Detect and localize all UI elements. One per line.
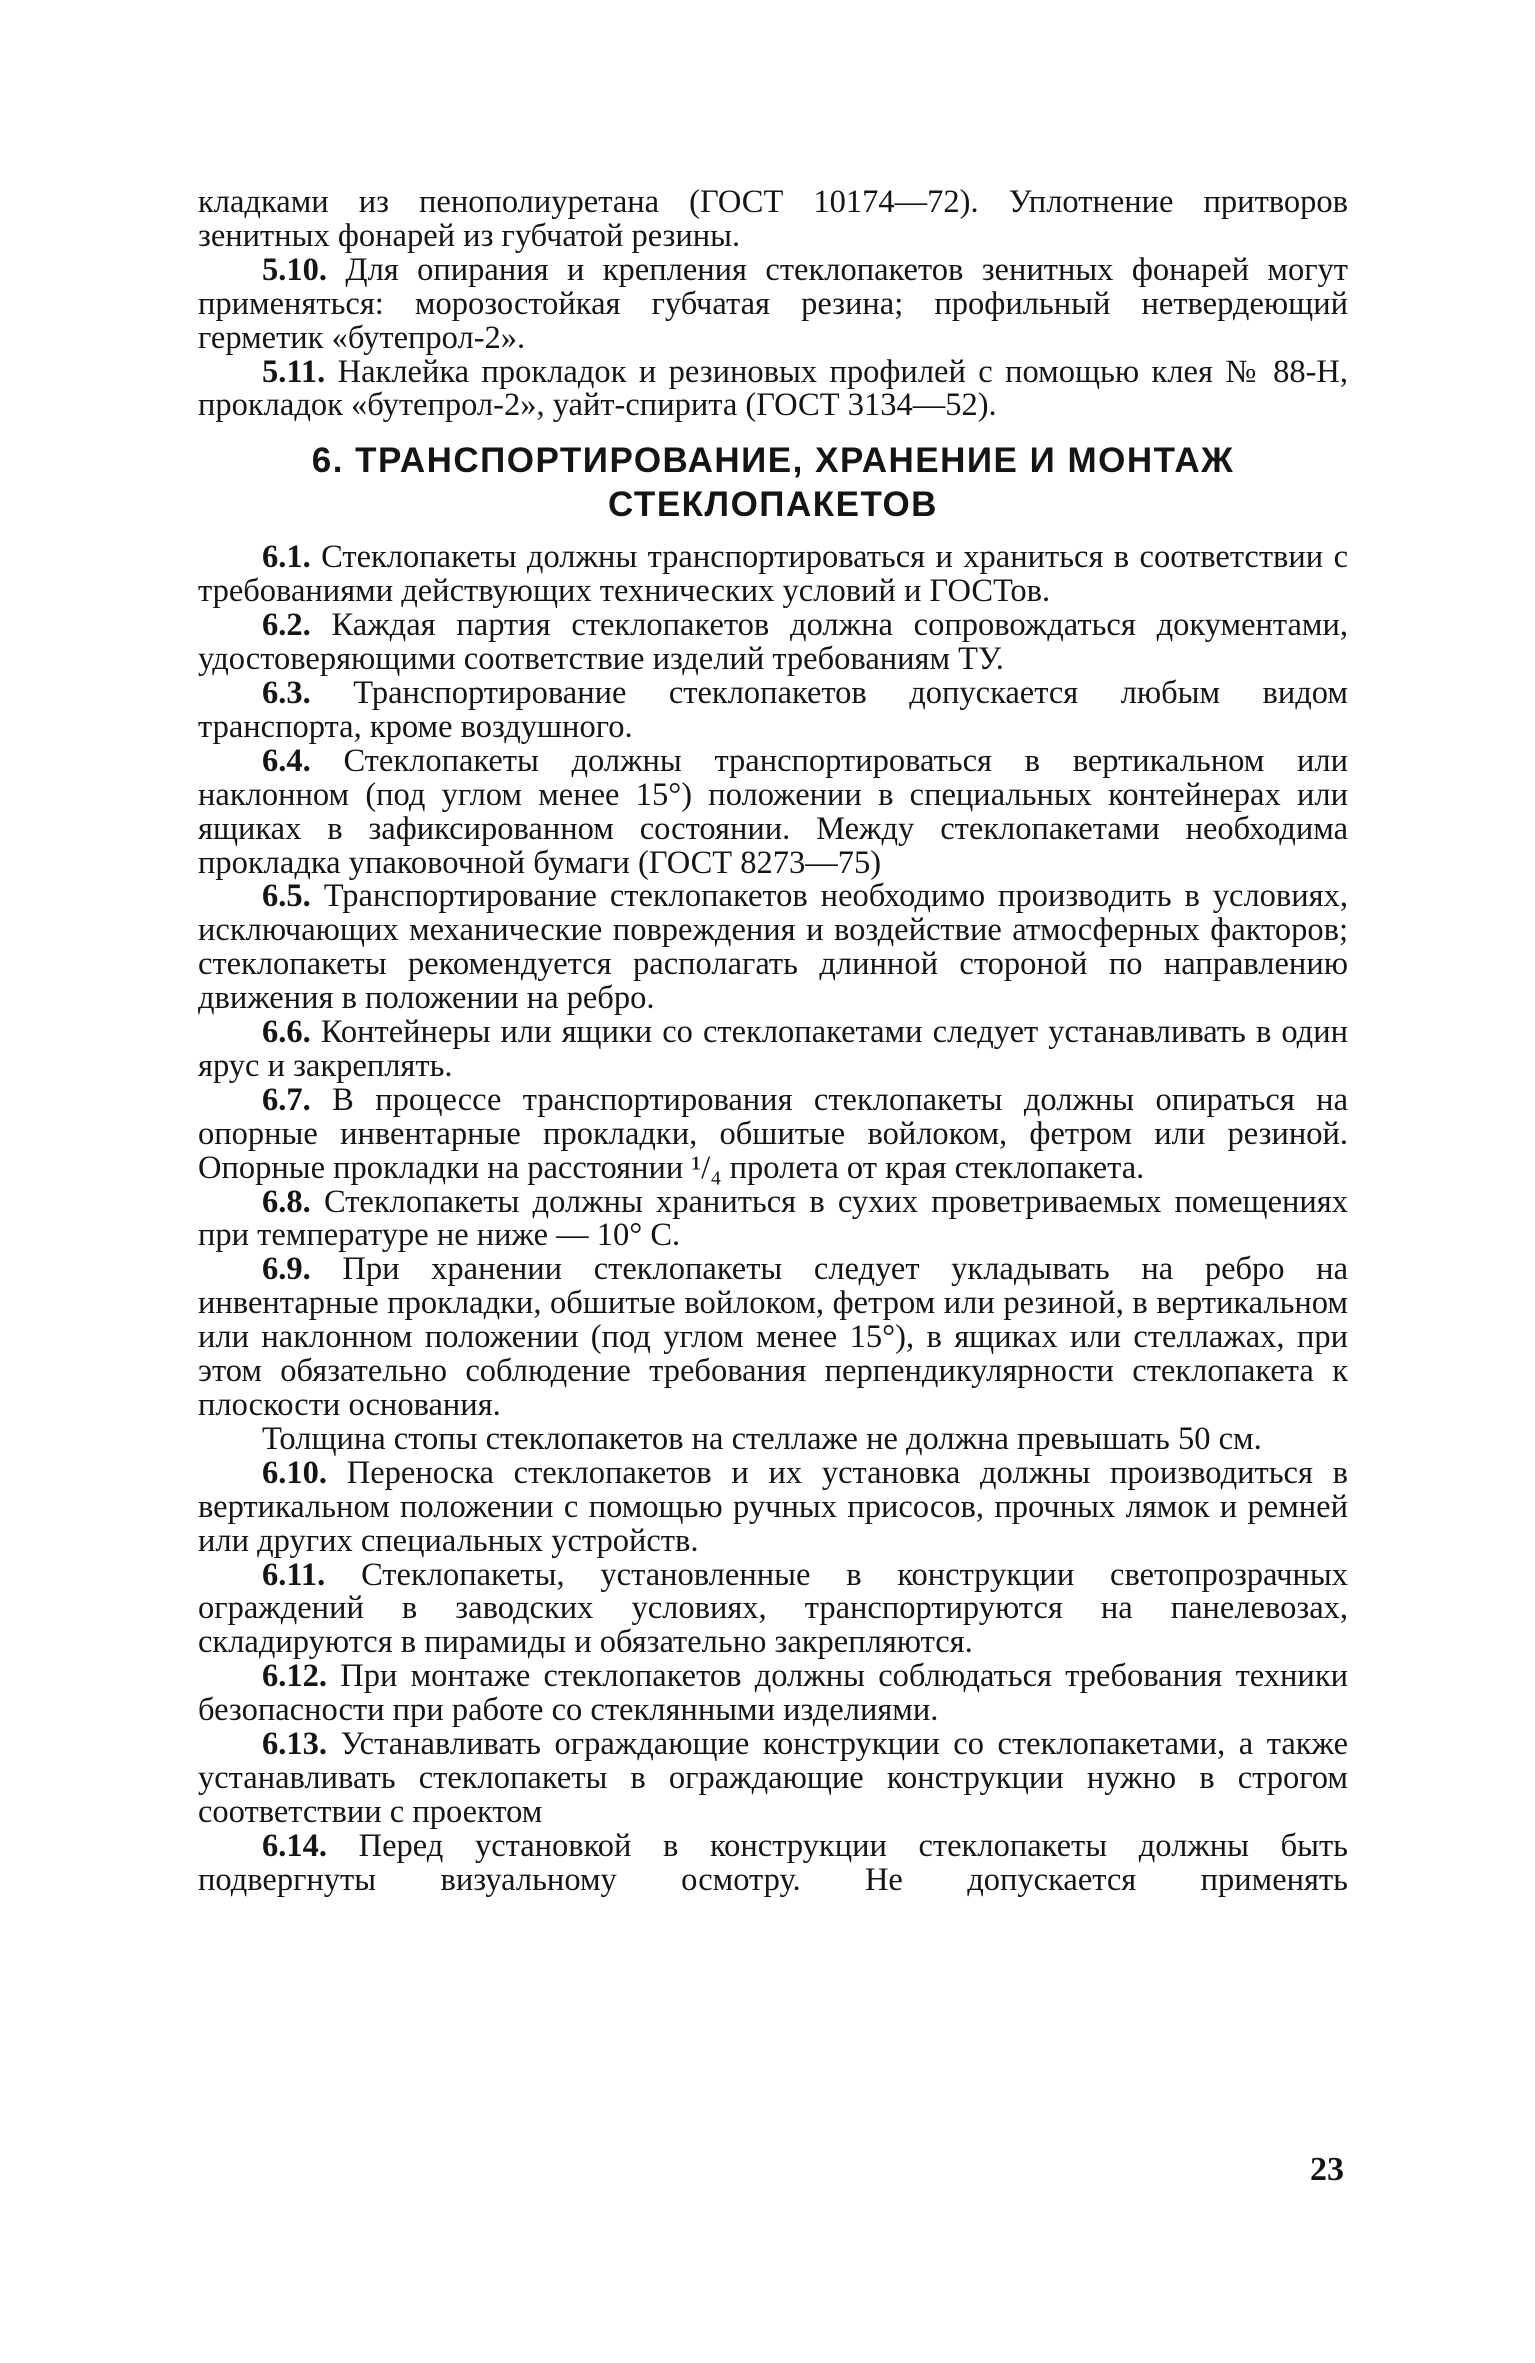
paragraph-number: 6.12. xyxy=(262,1658,327,1695)
paragraph-number: 6.7. xyxy=(262,1081,311,1118)
paragraph-number: 6.1. xyxy=(262,539,311,576)
paragraph-6-8 xyxy=(198,1183,1348,1254)
paragraph-text: Стеклопакеты должны храниться в сухих проветриваемых помещениях при температуре не ниже — 10° С. xyxy=(198,1183,1348,1254)
paragraph-text: Переноска стеклопакетов и их установка должны производиться в вертикальном положении с помощью ручных присосов, прочных лямок и ремней или других специальных устройств. xyxy=(198,1454,1348,1559)
paragraph-6-11 xyxy=(198,1556,1349,1661)
paragraph-number: 6.2. xyxy=(262,607,311,644)
page-number: 23 xyxy=(1310,2151,1344,2188)
paragraph-6-1 xyxy=(198,541,1348,609)
paragraph-6-9 xyxy=(198,1253,1348,1423)
paragraph-5-11 xyxy=(198,353,1349,424)
paragraph-6-6 xyxy=(198,1016,1348,1084)
document-page xyxy=(198,186,1348,1898)
section-heading-line-2: СТЕКЛОПАКЕТОВ xyxy=(608,485,938,525)
paragraph-number: 5.10. xyxy=(262,251,327,288)
paragraph-text: Наклейка прокладок и резиновых профилей с помощью клея № 88-Н, прокладок «бутепрол-2», уайт-спирита (ГОСТ 3134—52). xyxy=(198,353,1349,424)
paragraph-number: 5.11. xyxy=(262,353,326,390)
paragraph-text: В процессе транспортирования стеклопакеты должны опираться на опорные инвентарные прокладки, обшитые войлоком, фетром или резиной. Опорные прокладки на расстоянии ¹/₄ пролета от края стеклопакета. xyxy=(198,1081,1348,1186)
paragraph-6-2 xyxy=(198,609,1348,677)
paragraph-number: 6.10. xyxy=(262,1454,327,1491)
paragraph-6-13 xyxy=(198,1728,1348,1830)
paragraph-number: 6.9. xyxy=(262,1251,311,1288)
section-heading-line-1: 6. ТРАНСПОРТИРОВАНИЕ, ХРАНЕНИЕ И МОНТАЖ xyxy=(311,441,1235,481)
paragraph-6-14 xyxy=(198,1827,1348,1898)
paragraph-text: При монтаже стеклопакетов должны соблюдаться требования техники безопасности при работе со стеклянными изделиями. xyxy=(198,1658,1349,1729)
paragraph-6-4 xyxy=(198,742,1349,881)
paragraph-6-3 xyxy=(198,674,1348,745)
paragraph-6-7 xyxy=(198,1081,1348,1186)
paragraph-text: При хранении стеклопакеты следует укладывать на ребро на инвентарные прокладки, обшитые войлоком, фетром или резиной, в вертикальном или наклонном положении (под углом менее 15°), в ящиках или стеллажах, при этом обязательно соблюдение требования перпендикулярности стеклопакета к плоскости основания. xyxy=(198,1251,1348,1423)
paragraph-5-10 xyxy=(198,251,1349,356)
paragraph-text: Стеклопакеты, установленные в конструкции светопрозрачных ограждений в заводских условиях, транспортируются на панелевозах, складируются в пирамиды и обязательно закрепляются. xyxy=(198,1556,1349,1661)
paragraph-text: Стеклопакеты должны транспортироваться в вертикальном или наклонном (под углом менее 15°) положении в специальных контейнерах или ящиках в зафиксированном состоянии. Между стеклопакетами необходима прокладка упаковочной бумаги (ГОСТ 8273—75) xyxy=(198,742,1349,881)
paragraph-6-12 xyxy=(198,1660,1348,1728)
paragraph-text: Толщина стопы стеклопакетов на стеллаже не должна превышать 50 см. xyxy=(262,1420,1262,1457)
paragraph-text: Стеклопакеты должны транспортироваться и храниться в соответствии с требованиями действующих технических условий и ГОСТов. xyxy=(198,539,1348,610)
intro-paragraph xyxy=(198,186,1348,254)
paragraph-6-5 xyxy=(198,880,1348,1016)
paragraph-text: Транспортирование стеклопакетов необходимо производить в условиях, исключающих механические повреждения и воздействие атмосферных факторов; стеклопакеты рекомендуется располагать длинной стороной по направлению движения в положении на ребро. xyxy=(198,878,1348,1017)
paragraph-text: Каждая партия стеклопакетов должна сопровождаться документами, удостоверяющими соответствие изделий требованиям ТУ. xyxy=(198,607,1348,678)
paragraph-6-9-thickness xyxy=(198,1420,1348,1457)
paragraph-number: 6.14. xyxy=(262,1827,327,1864)
paragraph-text: Транспортирование стеклопакетов допускается любым видом транспорта, кроме воздушного. xyxy=(198,674,1348,745)
section-heading xyxy=(198,439,1348,527)
paragraph-text: Для опирания и крепления стеклопакетов зенитных фонарей могут применяться: морозостойкая губчатая резина; профильный нетвердеющий герметик «бутепрол-2». xyxy=(198,251,1349,356)
paragraph-number: 6.13. xyxy=(262,1726,327,1763)
paragraph-6-10 xyxy=(198,1454,1348,1559)
paragraph-text: Перед установкой в конструкции стеклопакеты должны быть подвергнуты визуальному осмотру. Не допускается применять xyxy=(198,1827,1348,1898)
paragraph-number: 6.5. xyxy=(262,878,311,915)
intro-text: кладками из пенополиуретана (ГОСТ 10174—72). Уплотнение притворов зенитных фонарей из губчатой резины. xyxy=(198,184,1348,254)
paragraph-number: 6.3. xyxy=(262,674,311,711)
paragraph-number: 6.4. xyxy=(262,742,311,779)
paragraph-text: Устанавливать ограждающие конструкции со стеклопакетами, а также устанавливать стеклопакеты в ограждающие конструкции нужно в строгом соответствии с проектом xyxy=(198,1726,1348,1830)
paragraph-number: 6.8. xyxy=(262,1183,311,1220)
paragraph-text: Контейнеры или ящики со стеклопакетами следует устанавливать в один ярус и закреплять. xyxy=(198,1014,1348,1084)
paragraph-number: 6.6. xyxy=(262,1014,311,1051)
paragraph-number: 6.11. xyxy=(262,1556,326,1593)
